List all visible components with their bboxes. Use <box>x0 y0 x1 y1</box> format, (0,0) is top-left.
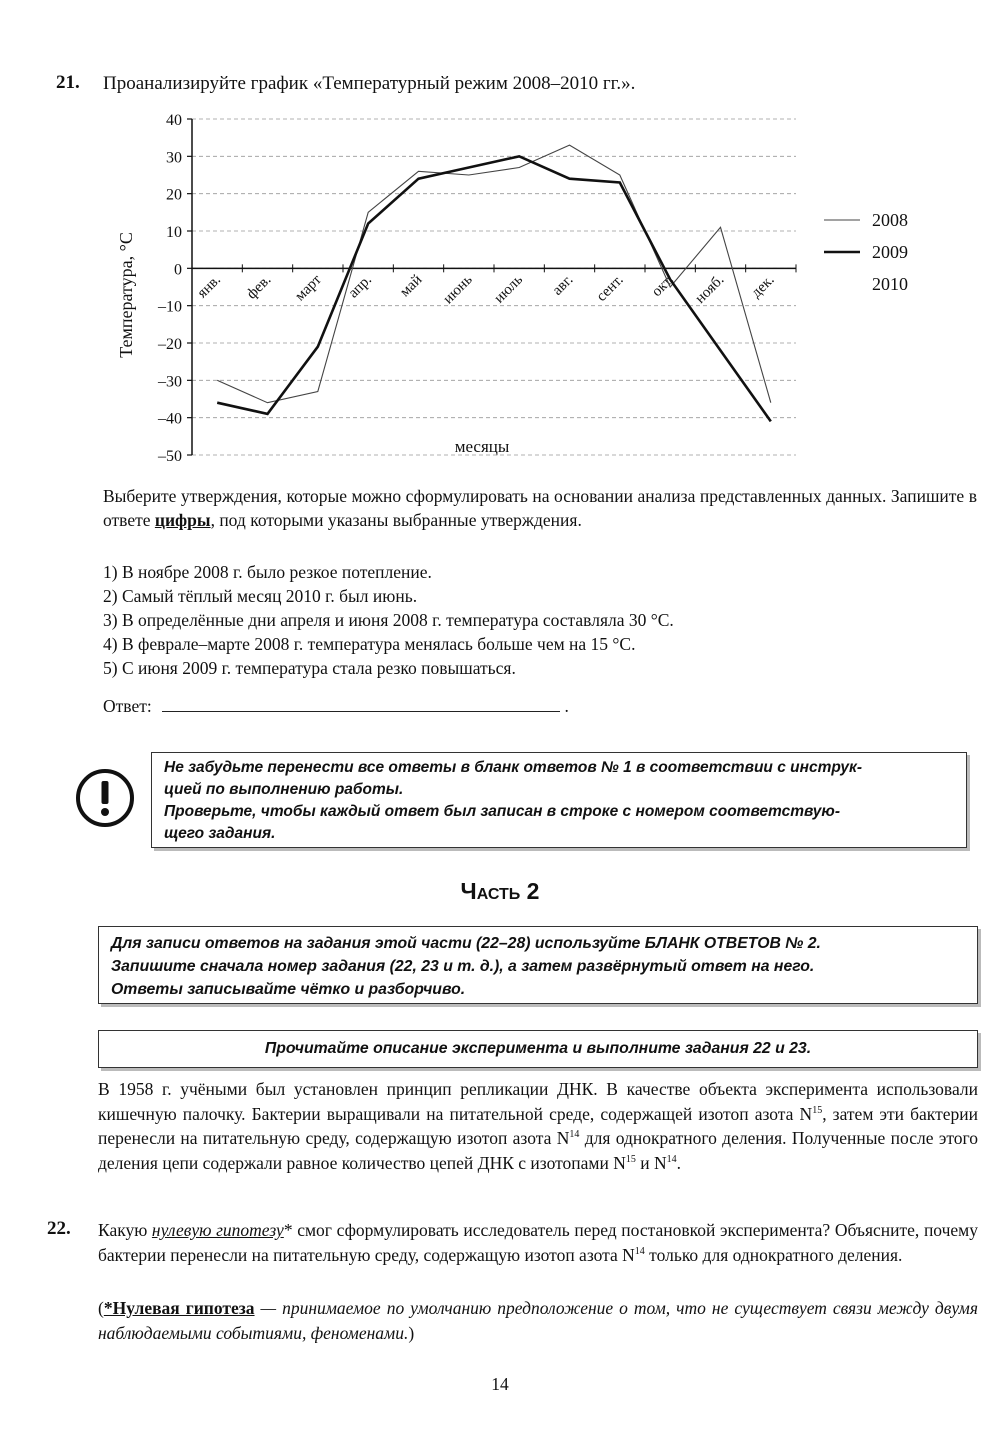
y-tick-label: –50 <box>158 448 182 465</box>
y-axis-label: Температура, °С <box>116 232 136 358</box>
footnote-close-paren: ) <box>408 1322 415 1343</box>
q22-isotope-sup: 14 <box>634 1245 645 1257</box>
experiment-paragraph <box>98 1077 978 1175</box>
null-hypothesis-term: нулевую гипотезу <box>151 1220 284 1240</box>
x-tick-label: сент. <box>593 271 627 305</box>
question-21-number: 21. <box>56 72 80 93</box>
answer-dot: . <box>564 696 569 716</box>
page-number: 14 <box>491 1374 509 1394</box>
y-tick-label: –10 <box>158 298 182 316</box>
experiment-text-5: . <box>676 1152 682 1173</box>
question-22-text <box>98 1218 978 1267</box>
experiment-text-4: и N <box>635 1152 667 1173</box>
question-21-prompt: Проанализируйте график «Температурный режим 2008–2010 гг.». <box>103 73 636 94</box>
transfer-answers-notice <box>151 752 967 848</box>
y-tick-label: 20 <box>166 186 182 204</box>
x-tick-label: июнь <box>440 271 476 308</box>
legend-label: 2010 <box>872 274 908 294</box>
question-21-options <box>103 560 674 680</box>
y-tick-label: 30 <box>166 149 182 167</box>
part-2-instruction-box <box>98 926 978 1004</box>
isotope-sup-2: 14 <box>569 1129 580 1140</box>
x-tick-label: март <box>292 271 325 305</box>
x-tick-label: дек. <box>748 271 778 302</box>
legend-label: 2008 <box>872 210 908 230</box>
q22-text-2: * смог сформулировать исследователь перед постановкой эксперимента? Объясните, почему бактерии перенесли на питательную среду, содержащую изотоп азота N <box>98 1220 978 1265</box>
y-tick-labels <box>157 112 182 465</box>
part-2-box-line-3: Ответы записывайте чётко и разборчиво. <box>111 981 466 998</box>
y-tick-label: –40 <box>158 410 182 428</box>
x-tick-labels <box>194 272 777 308</box>
x-tick-label: янв. <box>194 271 224 302</box>
instruction-text-1: Выберите утверждения, которые можно сформулировать на основании анализа представленных данных. Запишите в ответе <box>103 486 977 530</box>
footnote-open-paren: ( <box>98 1298 104 1318</box>
experiment-header-box: Прочитайте описание эксперимента и выполните задания 22 и 23. <box>98 1030 978 1068</box>
question-21-instruction <box>103 484 977 532</box>
x-tick-label: авг. <box>549 271 577 299</box>
q22-text-3: только для однократного деления. <box>644 1244 903 1265</box>
x-tick-label: окт. <box>648 271 677 300</box>
series-line-2008 <box>217 145 771 403</box>
temperature-chart <box>110 105 930 470</box>
q22-text-1: Какую <box>98 1220 152 1240</box>
option-4: 4) В феврале–марте 2008 г. температура менялась больше чем на 15 °С. <box>103 634 636 654</box>
experiment-text-2: , затем эти бактерии перенесли на питательную среду, содержащую изотоп азота N <box>98 1103 978 1148</box>
y-tick-label: 10 <box>166 224 182 241</box>
x-axis-label: месяцы <box>454 437 510 456</box>
experiment-text-3: для однократного деления. Полученные после этого деления цепи содержали равное количество цепей ДНК с изотопами N <box>98 1128 978 1173</box>
legend-label: 2009 <box>872 242 908 262</box>
x-tick-label: май <box>396 271 426 301</box>
x-tick-label: июль <box>491 271 526 307</box>
question-22-number: 22. <box>47 1218 71 1239</box>
footnote-definition: — принимаемое по умолчанию предположение о том, что не существует связи между двумя наблюдаемыми событиями, феноменами. <box>98 1298 978 1343</box>
option-2: 2) Самый тёплый месяц 2010 г. был июнь. <box>103 586 418 606</box>
answer-input-line[interactable] <box>162 693 560 712</box>
part-2-title: Часть 2 <box>460 878 540 904</box>
answer-row <box>103 693 569 718</box>
y-tick-label: –30 <box>158 373 182 391</box>
notice-line-1: Не забудьте перенести все ответы в бланк ответов № 1 в соответствии с инструк- <box>164 759 863 776</box>
notice-line-4: щего задания. <box>164 825 276 842</box>
x-tick-label: фев. <box>243 271 275 303</box>
part-2-box-line-1: Для записи ответов на задания этой части (22–28) используйте БЛАНК ОТВЕТОВ № 2. <box>111 935 821 952</box>
isotope-sup-3: 15 <box>625 1153 636 1165</box>
answer-label: Ответ: <box>103 696 152 716</box>
isotope-sup-4: 14 <box>666 1153 677 1165</box>
null-hypothesis-footnote <box>98 1296 978 1345</box>
x-tick-label: нояб. <box>692 271 728 307</box>
option-3: 3) В определённые дни апреля и июня 2008 г. температура составляла 30 °С. <box>103 610 674 630</box>
experiment-text-1: В 1958 г. учёными был установлен принцип репликации ДНК. В качестве объекта эксперимента использовали кишечную палочку. Бактерии выращивали на питательной среде, содержащей изотоп азота N <box>98 1079 978 1124</box>
x-tick-label: апр. <box>345 271 375 302</box>
isotope-sup-1: 15 <box>812 1104 823 1116</box>
y-tick-label: 0 <box>174 261 182 279</box>
chart-legend <box>824 210 908 294</box>
notice-line-3: Проверьте, чтобы каждый ответ был записан в строке с номером соответствую- <box>164 803 840 820</box>
part-2-box-line-2: Запишите сначала номер задания (22, 23 и т. д.), а затем развёрнутый ответ на него. <box>111 958 815 975</box>
option-1: 1) В ноябре 2008 г. было резкое потепление. <box>103 562 432 582</box>
notice-line-2: цией по выполнению работы. <box>164 781 404 798</box>
y-tick-label: –20 <box>158 336 182 353</box>
y-tick-label: 40 <box>166 112 182 129</box>
footnote-term: *Нулевая гипотеза <box>103 1298 255 1318</box>
option-5: 5) С июня 2009 г. температура стала резко повышаться. <box>103 658 516 678</box>
instruction-text-2: , под которыми указаны выбранные утверждения. <box>210 510 582 530</box>
exclamation-circle-icon <box>74 767 136 829</box>
instruction-digits: цифры <box>154 510 211 530</box>
